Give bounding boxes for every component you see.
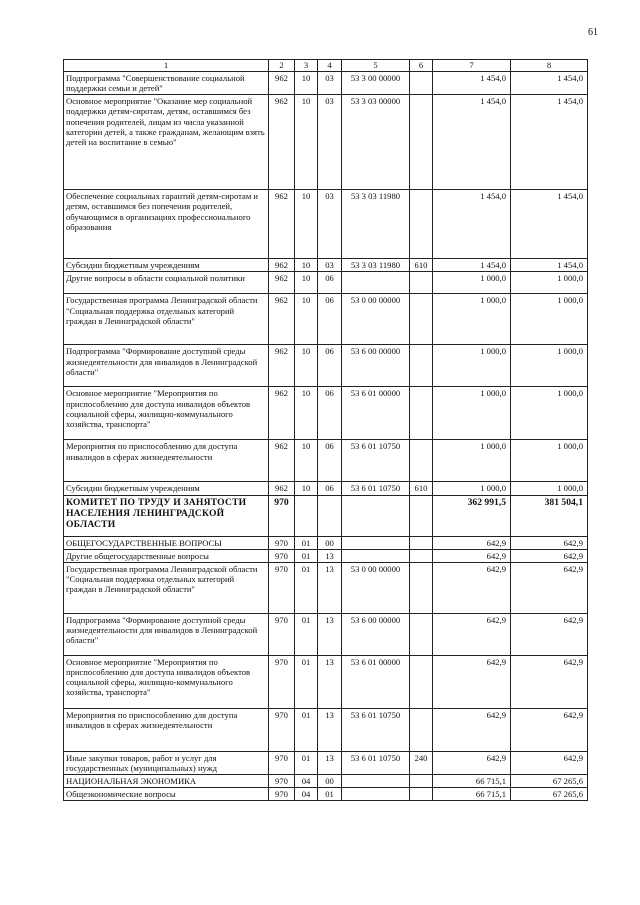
cell-amount-year2: 381 504,1	[511, 495, 588, 536]
column-header: 4	[318, 60, 342, 72]
table-row	[64, 562, 588, 613]
cell-expense-type	[410, 272, 433, 294]
column-header: 8	[511, 60, 588, 72]
row-name: Мероприятия по приспособлению для доступа инвалидов в сферах жизнедеятельности	[64, 708, 269, 751]
cell-amount-year2: 642,9	[511, 655, 588, 708]
page-number: 61	[588, 27, 598, 38]
cell-grbs: 962	[269, 259, 295, 272]
cell-subsection: 06	[318, 440, 342, 482]
cell-expense-type	[410, 95, 433, 190]
cell-amount-year1: 642,9	[433, 536, 511, 549]
cell-grbs: 962	[269, 95, 295, 190]
cell-amount-year2: 1 000,0	[511, 387, 588, 440]
cell-target-article: 53 6 01 10750	[342, 751, 410, 774]
cell-amount-year1: 66 715,1	[433, 775, 511, 788]
cell-target-article: 53 0 00 00000	[342, 562, 410, 613]
cell-expense-type: 240	[410, 751, 433, 774]
cell-subsection: 03	[318, 72, 342, 95]
cell-target-article: 53 3 03 11980	[342, 259, 410, 272]
cell-section: 10	[295, 72, 318, 95]
column-header: 2	[269, 60, 295, 72]
cell-amount-year1: 1 454,0	[433, 259, 511, 272]
cell-section: 01	[295, 562, 318, 613]
cell-expense-type	[410, 72, 433, 95]
cell-grbs: 970	[269, 751, 295, 774]
cell-amount-year2: 1 454,0	[511, 95, 588, 190]
cell-target-article: 53 6 01 00000	[342, 387, 410, 440]
cell-amount-year1: 1 454,0	[433, 190, 511, 259]
cell-target-article: 53 6 00 00000	[342, 613, 410, 655]
cell-section: 10	[295, 482, 318, 495]
table-row	[64, 440, 588, 482]
cell-expense-type	[410, 495, 433, 536]
row-name: Государственная программа Ленинградской области "Социальная поддержка отдельных категорий граждан в Ленинградской области"	[64, 294, 269, 345]
cell-target-article: 53 6 01 10750	[342, 482, 410, 495]
cell-amount-year1: 642,9	[433, 708, 511, 751]
cell-section: 10	[295, 190, 318, 259]
column-header: 5	[342, 60, 410, 72]
row-name: Иные закупки товаров, работ и услуг для государственных (муниципальных) нужд	[64, 751, 269, 774]
cell-amount-year2: 642,9	[511, 751, 588, 774]
row-name: Основное мероприятие "Мероприятия по приспособлению для доступа инвалидов объектов социальной сферы, жилищно-коммунального хозяйства, транспорта"	[64, 655, 269, 708]
table-row	[64, 751, 588, 774]
cell-grbs: 962	[269, 72, 295, 95]
cell-grbs: 962	[269, 294, 295, 345]
cell-section: 01	[295, 549, 318, 562]
cell-grbs: 962	[269, 482, 295, 495]
cell-amount-year2: 1 000,0	[511, 440, 588, 482]
cell-subsection: 13	[318, 562, 342, 613]
column-header: 1	[64, 60, 269, 72]
cell-amount-year2: 67 265,6	[511, 775, 588, 788]
cell-section: 10	[295, 294, 318, 345]
cell-expense-type	[410, 708, 433, 751]
cell-amount-year2: 642,9	[511, 613, 588, 655]
cell-target-article: 53 6 00 00000	[342, 345, 410, 387]
row-name: Обеспечение социальных гарантий детям-сиротам и детям, оставшимся без попечения родителей, обучающимся в организациях профессионального образования	[64, 190, 269, 259]
table-row	[64, 613, 588, 655]
cell-target-article	[342, 495, 410, 536]
cell-target-article: 53 0 00 00000	[342, 294, 410, 345]
row-name: Основное мероприятие "Оказание мер социальной поддержки детям-сиротам, детям, оставшимся без попечения родителей, лицам из числа указанной категории детей, а также гражданам, желающим взять детей на воспитание в семью"	[64, 95, 269, 190]
cell-grbs: 970	[269, 549, 295, 562]
cell-target-article: 53 6 01 10750	[342, 440, 410, 482]
cell-amount-year1: 642,9	[433, 562, 511, 613]
cell-amount-year1: 1 454,0	[433, 72, 511, 95]
cell-grbs: 962	[269, 345, 295, 387]
cell-expense-type	[410, 562, 433, 613]
cell-subsection: 03	[318, 190, 342, 259]
row-name: КОМИТЕТ ПО ТРУДУ И ЗАНЯТОСТИ НАСЕЛЕНИЯ ЛЕНИНГРАДСКОЙ ОБЛАСТИ	[64, 495, 269, 536]
cell-amount-year1: 1 000,0	[433, 387, 511, 440]
cell-amount-year1: 642,9	[433, 613, 511, 655]
cell-target-article: 53 6 01 00000	[342, 655, 410, 708]
cell-section	[295, 495, 318, 536]
cell-amount-year2: 642,9	[511, 562, 588, 613]
table-row	[64, 294, 588, 345]
cell-section: 01	[295, 536, 318, 549]
row-name: Другие общегосударственные вопросы	[64, 549, 269, 562]
cell-expense-type	[410, 549, 433, 562]
row-name: Субсидии бюджетным учреждениям	[64, 482, 269, 495]
cell-subsection: 03	[318, 259, 342, 272]
cell-amount-year1: 1 000,0	[433, 272, 511, 294]
row-name: Подпрограмма "Формирование доступной среды жизнедеятельности для инвалидов в Ленинградской области"	[64, 345, 269, 387]
row-name: Основное мероприятие "Мероприятия по приспособлению для доступа инвалидов объектов социальной сферы, жилищно-коммунального хозяйства, транспорта"	[64, 387, 269, 440]
cell-amount-year1: 66 715,1	[433, 788, 511, 801]
cell-expense-type	[410, 387, 433, 440]
cell-amount-year1: 1 000,0	[433, 345, 511, 387]
row-name: НАЦИОНАЛЬНАЯ ЭКОНОМИКА	[64, 775, 269, 788]
cell-grbs: 970	[269, 788, 295, 801]
cell-grbs: 962	[269, 272, 295, 294]
cell-amount-year2: 1 454,0	[511, 259, 588, 272]
table-row	[64, 655, 588, 708]
cell-target-article	[342, 775, 410, 788]
row-name: Мероприятия по приспособлению для доступа инвалидов в сферах жизнедеятельности	[64, 440, 269, 482]
cell-target-article	[342, 536, 410, 549]
row-name: Подпрограмма "Совершенствование социальной поддержки семьи и детей"	[64, 72, 269, 95]
cell-subsection: 06	[318, 387, 342, 440]
cell-amount-year2: 1 454,0	[511, 72, 588, 95]
column-header: 7	[433, 60, 511, 72]
cell-section: 10	[295, 345, 318, 387]
row-name: Общеэкономические вопросы	[64, 788, 269, 801]
cell-section: 01	[295, 751, 318, 774]
cell-section: 04	[295, 788, 318, 801]
cell-section: 10	[295, 272, 318, 294]
table-row	[64, 536, 588, 549]
row-name: ОБЩЕГОСУДАРСТВЕННЫЕ ВОПРОСЫ	[64, 536, 269, 549]
cell-amount-year1: 642,9	[433, 549, 511, 562]
cell-section: 04	[295, 775, 318, 788]
row-name: Подпрограмма "Формирование доступной среды жизнедеятельности для инвалидов в Ленинградской области"	[64, 613, 269, 655]
cell-grbs: 962	[269, 190, 295, 259]
cell-grbs: 970	[269, 613, 295, 655]
column-header: 6	[410, 60, 433, 72]
cell-target-article: 53 3 03 00000	[342, 95, 410, 190]
cell-amount-year2: 1 000,0	[511, 272, 588, 294]
cell-expense-type	[410, 655, 433, 708]
cell-amount-year1: 642,9	[433, 655, 511, 708]
table-row	[64, 482, 588, 495]
table-header-row	[64, 60, 588, 72]
cell-expense-type	[410, 190, 433, 259]
table-row	[64, 788, 588, 801]
cell-expense-type	[410, 536, 433, 549]
cell-target-article: 53 6 01 10750	[342, 708, 410, 751]
cell-subsection: 06	[318, 482, 342, 495]
cell-section: 10	[295, 387, 318, 440]
cell-target-article	[342, 549, 410, 562]
cell-subsection: 00	[318, 775, 342, 788]
table-row	[64, 495, 588, 536]
row-name: Другие вопросы в области социальной политики	[64, 272, 269, 294]
cell-subsection: 01	[318, 788, 342, 801]
cell-amount-year2: 67 265,6	[511, 788, 588, 801]
row-name: Субсидии бюджетным учреждениям	[64, 259, 269, 272]
cell-grbs: 970	[269, 655, 295, 708]
cell-target-article: 53 3 00 00000	[342, 72, 410, 95]
cell-grbs: 970	[269, 708, 295, 751]
cell-subsection: 00	[318, 536, 342, 549]
cell-subsection: 13	[318, 655, 342, 708]
table-row	[64, 272, 588, 294]
table-row	[64, 72, 588, 95]
cell-section: 10	[295, 95, 318, 190]
cell-amount-year1: 1 000,0	[433, 294, 511, 345]
cell-amount-year2: 1 000,0	[511, 345, 588, 387]
table-row	[64, 549, 588, 562]
cell-subsection: 13	[318, 751, 342, 774]
column-header: 3	[295, 60, 318, 72]
cell-target-article	[342, 272, 410, 294]
cell-grbs: 970	[269, 536, 295, 549]
table-row	[64, 708, 588, 751]
cell-subsection	[318, 495, 342, 536]
cell-amount-year2: 1 454,0	[511, 190, 588, 259]
table-row	[64, 387, 588, 440]
cell-amount-year2: 1 000,0	[511, 294, 588, 345]
cell-subsection: 13	[318, 549, 342, 562]
cell-amount-year1: 1 454,0	[433, 95, 511, 190]
cell-grbs: 970	[269, 562, 295, 613]
cell-target-article: 53 3 03 11980	[342, 190, 410, 259]
cell-grbs: 962	[269, 387, 295, 440]
cell-section: 01	[295, 708, 318, 751]
cell-section: 01	[295, 655, 318, 708]
cell-expense-type	[410, 775, 433, 788]
cell-amount-year1: 1 000,0	[433, 482, 511, 495]
cell-amount-year1: 642,9	[433, 751, 511, 774]
table-row	[64, 95, 588, 190]
cell-amount-year1: 362 991,5	[433, 495, 511, 536]
row-name: Государственная программа Ленинградской области "Социальная поддержка отдельных категорий граждан в Ленинградской области"	[64, 562, 269, 613]
table-row	[64, 190, 588, 259]
cell-subsection: 13	[318, 613, 342, 655]
cell-amount-year2: 642,9	[511, 549, 588, 562]
cell-section: 10	[295, 440, 318, 482]
cell-grbs: 970	[269, 775, 295, 788]
cell-expense-type: 610	[410, 259, 433, 272]
cell-expense-type	[410, 294, 433, 345]
cell-amount-year2: 642,9	[511, 536, 588, 549]
cell-expense-type	[410, 440, 433, 482]
table-row	[64, 345, 588, 387]
table-row	[64, 259, 588, 272]
cell-section: 01	[295, 613, 318, 655]
cell-subsection: 13	[318, 708, 342, 751]
table-row	[64, 775, 588, 788]
cell-target-article	[342, 788, 410, 801]
cell-subsection: 06	[318, 294, 342, 345]
cell-expense-type	[410, 788, 433, 801]
cell-expense-type: 610	[410, 482, 433, 495]
cell-amount-year1: 1 000,0	[433, 440, 511, 482]
cell-expense-type	[410, 613, 433, 655]
cell-subsection: 06	[318, 345, 342, 387]
cell-expense-type	[410, 345, 433, 387]
cell-grbs: 962	[269, 440, 295, 482]
cell-grbs: 970	[269, 495, 295, 536]
budget-table	[63, 59, 588, 801]
cell-section: 10	[295, 259, 318, 272]
cell-amount-year2: 1 000,0	[511, 482, 588, 495]
cell-subsection: 06	[318, 272, 342, 294]
cell-subsection: 03	[318, 95, 342, 190]
cell-amount-year2: 642,9	[511, 708, 588, 751]
